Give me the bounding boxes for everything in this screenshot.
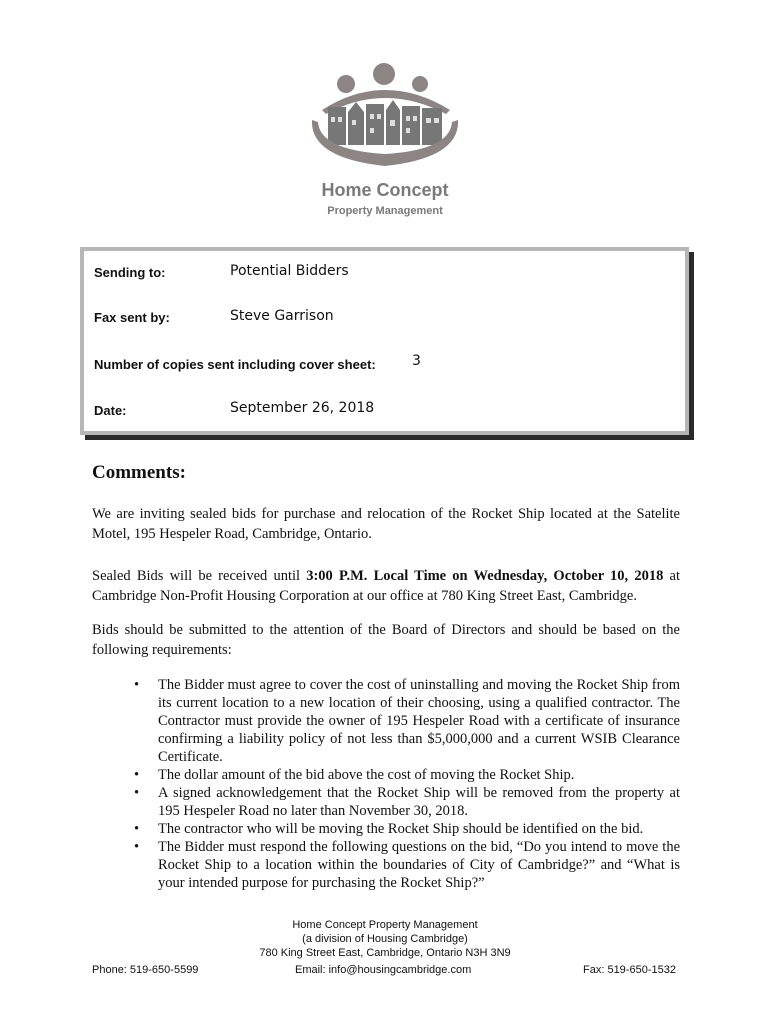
deadline-text-pre: Sealed Bids will be received until [92,568,307,584]
bullet: • [134,785,140,801]
bullet: • [134,821,140,837]
sending-to-value: Potential Bidders [230,263,349,279]
footer-fax: Fax: 519-650-1532 [583,964,676,976]
fax-sent-by-value: Steve Garrison [230,308,334,324]
deadline-bold: 3:00 P.M. Local Time on Wednesday, October 10, 2018 [306,568,664,584]
list-item [92,676,680,766]
requirement-text: The Bidder must respond the following questions on the bid, “Do you intend to move the Rocket Ship to a location within the boundaries of City of Cambridge?” and “What is your intended purpose for purchasing the Rocket Ship?” [158,839,680,891]
requirement-text: The Bidder must agree to cover the cost of uninstalling and moving the Rocket Ship from its current location to a new location of their choosing, using a qualified contractor. The Contractor must provide the owner of 195 Hespeler Road with a certificate of insurance confirming a liability policy of not less than $5,000,000 and a current WSIB Clearance Certificate. [158,677,680,765]
requirement-text: The contractor who will be moving the Rocket Ship should be identified on the bid. [158,821,644,837]
bullet: • [134,839,140,855]
sending-to-label: Sending to: [94,265,166,280]
brand-subtitle: Property Management [327,205,443,217]
brand-name: Home Concept [321,180,449,200]
bullet: • [134,767,140,783]
comments-heading: Comments: [92,462,186,483]
deadline-text-post: at Cambridge Non-Profit Housing Corporation at our office at 780 King Street East, Cambridge. [92,568,680,604]
list-item [92,766,680,784]
list-item [92,820,680,838]
bullet: • [134,677,140,693]
paragraph-intro: We are inviting sealed bids for purchase and relocation of the Rocket Ship located at the Satelite Motel, 195 Hespeler Road, Cambridge, Ontario. [92,506,680,542]
fax-sent-by-label: Fax sent by: [94,310,170,325]
date-label: Date: [94,403,127,418]
requirement-text: A signed acknowledgement that the Rocket Ship will be removed from the property at 195 Hespeler Road no later than November 30, 2018. [158,785,680,819]
footer-division: (a division of Housing Cambridge) [302,933,468,945]
fax-info-box [80,247,689,435]
footer-phone: Phone: 519-650-5599 [92,964,199,976]
company-logo [300,62,470,182]
footer-address: 780 King Street East, Cambridge, Ontario N3H 3N9 [259,947,511,959]
copies-value: 3 [412,353,421,369]
requirement-text: The dollar amount of the bid above the cost of moving the Rocket Ship. [158,767,575,783]
date-value: September 26, 2018 [230,400,375,416]
paragraph-deadline [92,566,680,606]
paragraph-submission: Bids should be submitted to the attention of the Board of Directors and should be based on the following requirements: [92,622,680,658]
requirements-list [92,676,680,892]
list-item [92,784,680,820]
footer-email: Email: info@housingcambridge.com [295,964,472,976]
list-item [92,838,680,892]
copies-label: Number of copies sent including cover sheet: [94,357,376,372]
footer-company: Home Concept Property Management [292,919,478,931]
